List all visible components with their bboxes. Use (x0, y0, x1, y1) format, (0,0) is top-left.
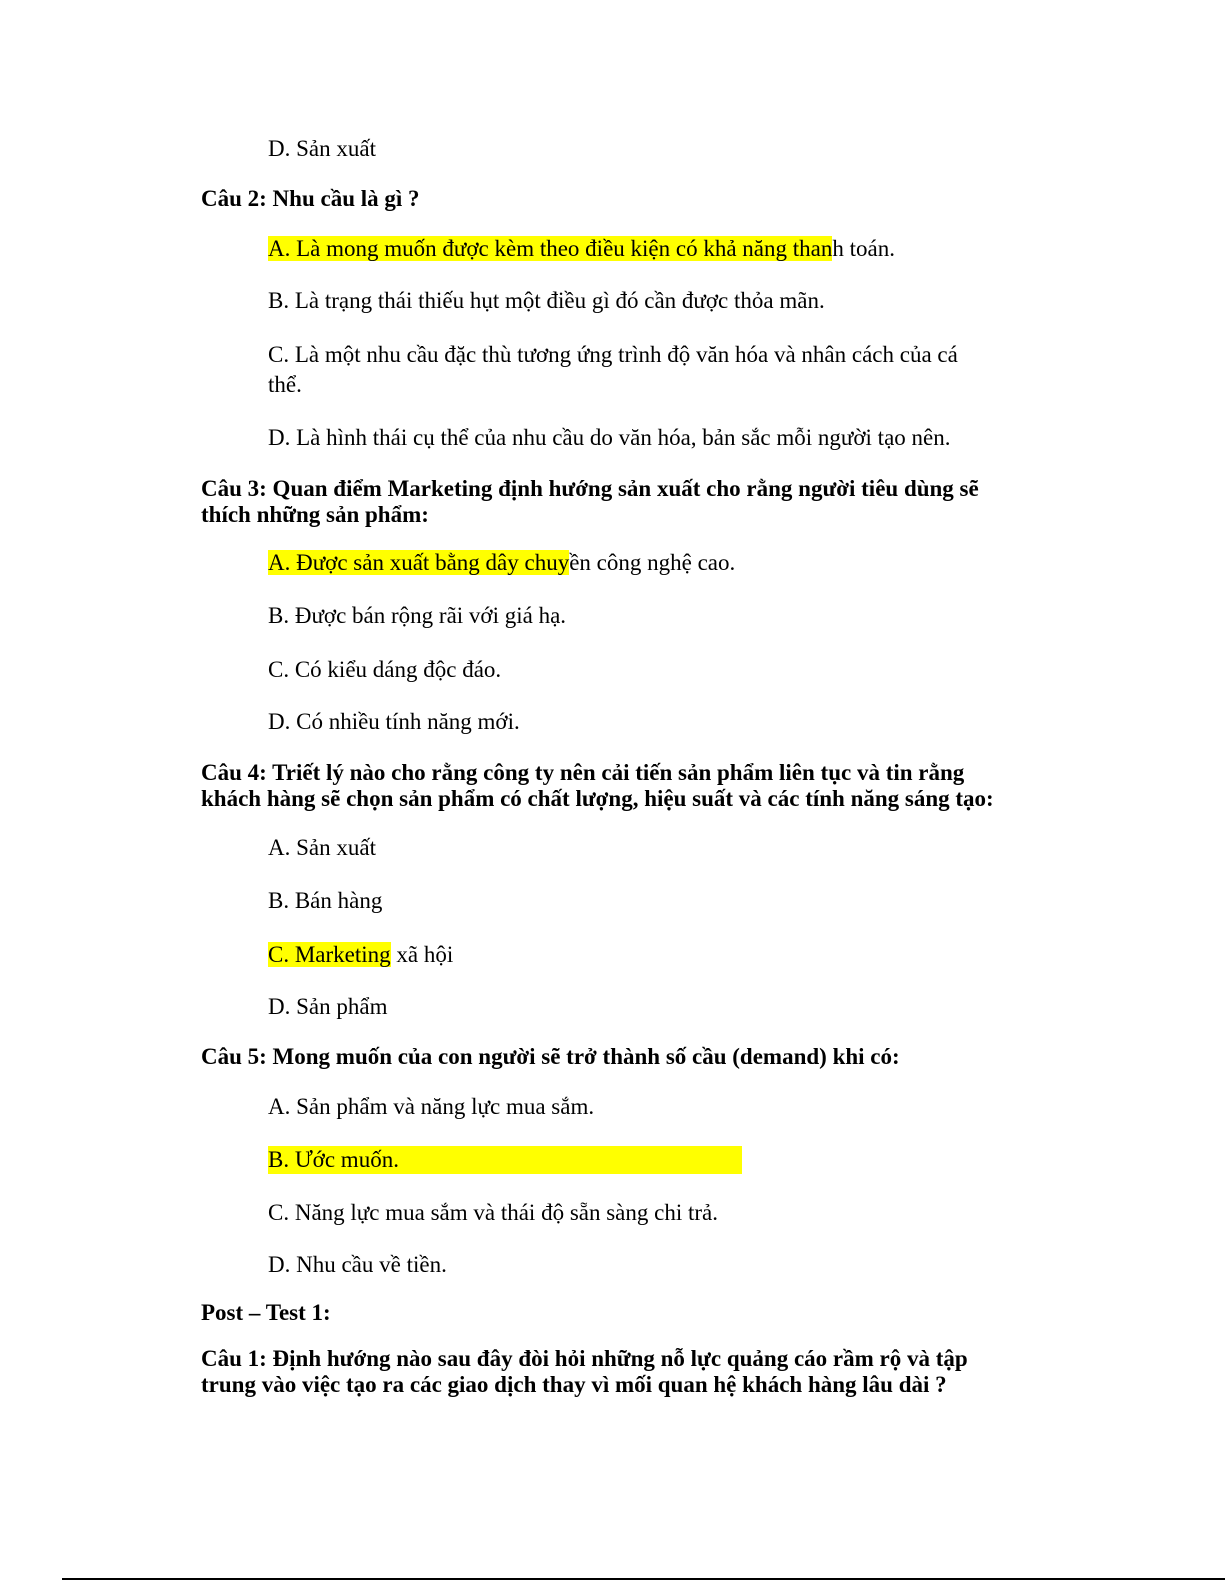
option-text: D. Nhu cầu về tiền. (268, 1252, 447, 1277)
question-text: trung vào việc tạo ra các giao dịch thay vì mối quan hệ khách hàng lâu dài ? (201, 1372, 947, 1397)
q1-option-d (268, 135, 376, 163)
q2-option-c-line2 (268, 371, 302, 399)
q2-option-c-line1 (268, 341, 958, 369)
option-text: C. Là một nhu cầu đặc thù tương ứng trình độ văn hóa và nhân cách của cá (268, 342, 958, 367)
question-2-title (201, 186, 420, 212)
option-text: thể. (268, 372, 302, 397)
option-text-rest: ền công nghệ cao. (569, 550, 736, 575)
question-text: Câu 1: Định hướng nào sau đây đòi hỏi những nỗ lực quảng cáo rầm rộ và tập (201, 1346, 968, 1371)
option-text: A. Sản xuất (268, 835, 376, 860)
option-text: D. Sản xuất (268, 136, 376, 161)
q3-option-d (268, 708, 520, 736)
option-text: D. Sản phẩm (268, 994, 388, 1019)
question-text: Câu 4: Triết lý nào cho rằng công ty nên cải tiến sản phẩm liên tục và tin rằng (201, 760, 965, 785)
q2-option-a (268, 235, 895, 263)
q3-option-c (268, 656, 501, 684)
question-3-title-line1 (201, 476, 979, 502)
option-text: C. Có kiểu dáng độc đáo. (268, 657, 502, 682)
q5-option-c (268, 1199, 718, 1227)
question-text: thích những sản phẩm: (201, 502, 429, 527)
q5-option-d (268, 1251, 447, 1279)
q4-option-b (268, 887, 382, 915)
q5-option-b (268, 1146, 742, 1174)
option-text-rest: xã hội (390, 942, 454, 967)
highlighted-answer: B. Ước muốn. (268, 1146, 742, 1174)
section-heading-text: Post – Test 1: (201, 1300, 331, 1325)
highlighted-answer: A. Là mong muốn được kèm theo điều kiện có khả năng than (268, 236, 833, 261)
option-text: B. Được bán rộng rãi với giá hạ. (268, 603, 567, 628)
question-4-title-line1 (201, 760, 964, 786)
post-test-question-1-line2 (201, 1372, 947, 1398)
question-text: Câu 3: Quan điểm Marketing định hướng sản xuất cho rằng người tiêu dùng sẽ (201, 476, 979, 501)
page-bottom-rule (62, 1578, 1225, 1580)
question-5-title (201, 1044, 900, 1070)
option-text: D. Là hình thái cụ thể của nhu cầu do văn hóa, bản sắc mỗi người tạo nên. (268, 425, 951, 450)
highlighted-answer: A. Được sản xuất bằng dây chuy (268, 550, 570, 575)
question-text: Câu 2: Nhu cầu là gì ? (201, 186, 420, 211)
question-4-title-line2 (201, 786, 994, 812)
q2-option-b (268, 287, 825, 315)
option-text: D. Có nhiều tính năng mới. (268, 709, 520, 734)
question-3-title-line2 (201, 502, 429, 528)
option-text: B. Là trạng thái thiếu hụt một điều gì đó cần được thỏa mãn. (268, 288, 825, 313)
q4-option-c (268, 941, 453, 969)
option-text: B. Bán hàng (268, 888, 383, 913)
post-test-question-1-line1 (201, 1346, 968, 1372)
q2-option-d (268, 424, 951, 452)
option-text: A. Sản phẩm và năng lực mua sắm. (268, 1094, 595, 1119)
q5-option-a (268, 1093, 594, 1121)
q4-option-a (268, 834, 376, 862)
option-text: C. Năng lực mua sắm và thái độ sẵn sàng chi trả. (268, 1200, 718, 1225)
question-text: Câu 5: Mong muốn của con người sẽ trở thành số cầu (demand) khi có: (201, 1044, 900, 1069)
section-heading-post-test (201, 1300, 331, 1326)
q3-option-b (268, 602, 566, 630)
q4-option-d (268, 993, 387, 1021)
highlighted-answer: C. Marketing (268, 942, 391, 967)
option-text-rest: h toán. (832, 236, 895, 261)
q3-option-a (268, 549, 735, 577)
question-text: khách hàng sẽ chọn sản phẩm có chất lượng, hiệu suất và các tính năng sáng tạo: (201, 786, 994, 811)
